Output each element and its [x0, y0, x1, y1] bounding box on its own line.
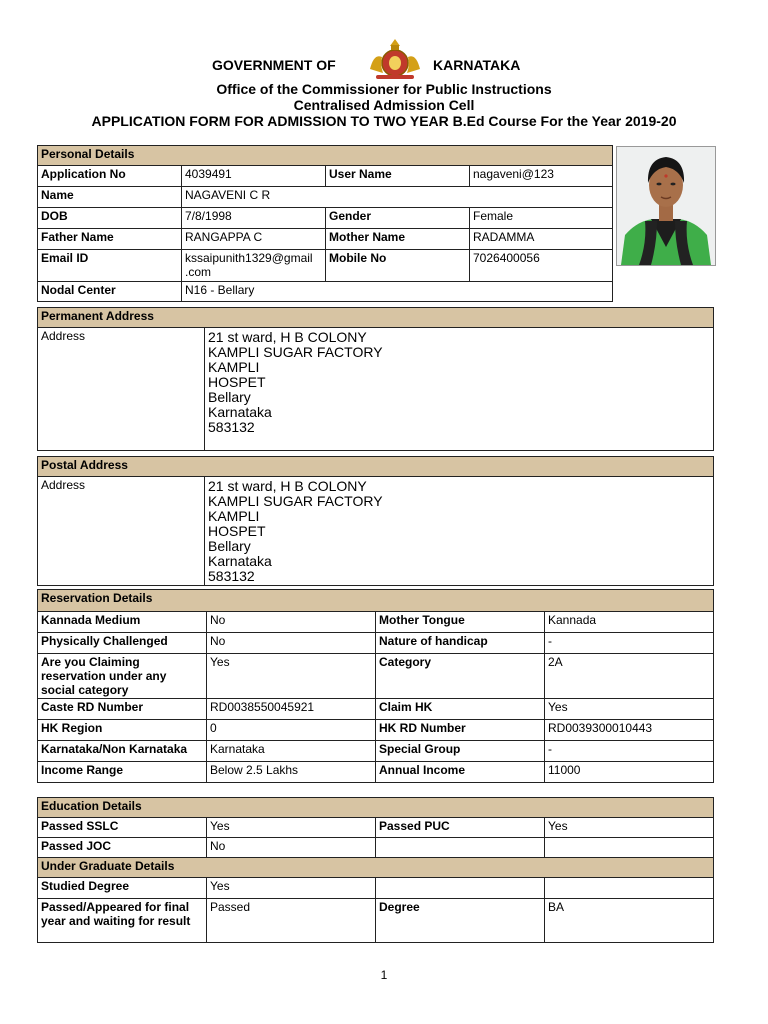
name-label: Name	[38, 187, 182, 208]
nodal-center-value: N16 - Bellary	[182, 282, 613, 302]
claim-hk-label: Claim HK	[376, 699, 545, 720]
empty-value-cell	[545, 878, 714, 899]
income-range-label: Income Range	[38, 762, 207, 783]
education-details-table	[37, 797, 714, 943]
postal-address-label: Address	[38, 477, 205, 586]
income-range-value: Below 2.5 Lakhs	[207, 762, 376, 783]
annual-income-value: 11000	[545, 762, 714, 783]
passed-joc-label: Passed JOC	[38, 838, 207, 858]
caste-rd-number-label: Caste RD Number	[38, 699, 207, 720]
passed-appeared-final-year-value: Passed	[207, 899, 376, 943]
postal-address-line: KAMPLI	[208, 508, 260, 524]
hk-rd-number-label: HK RD Number	[376, 720, 545, 741]
email-value	[182, 250, 326, 282]
hk-region-label: HK Region	[38, 720, 207, 741]
section-personal-details: Personal Details	[38, 146, 613, 166]
father-name-label: Father Name	[38, 229, 182, 250]
passed-sslc-value: Yes	[207, 818, 376, 838]
postal-address-line: KAMPLI SUGAR FACTORY	[208, 493, 383, 509]
empty-value-cell	[545, 838, 714, 858]
claiming-reservation-label: Are you Claiming reservation under any social category	[38, 654, 207, 699]
special-group-value: -	[545, 741, 714, 762]
application-no-value: 4039491	[182, 166, 326, 187]
permanent-address-line: 21 st ward, H B COLONY	[208, 329, 367, 345]
empty-label-cell	[376, 878, 545, 899]
nodal-center-label: Nodal Center	[38, 282, 182, 302]
caste-rd-number-value: RD0038550045921	[207, 699, 376, 720]
degree-label: Degree	[376, 899, 545, 943]
postal-address-table	[37, 456, 714, 586]
mother-tongue-label: Mother Tongue	[376, 612, 545, 633]
applicant-photo	[616, 146, 716, 266]
passed-puc-label: Passed PUC	[376, 818, 545, 838]
email-line-1: kssaipunith1329@gmail	[185, 251, 313, 265]
mother-name-value: RADAMMA	[470, 229, 613, 250]
permanent-address-line: KAMPLI	[208, 359, 260, 375]
header-karnataka: KARNATAKA	[433, 57, 521, 73]
postal-address-value	[205, 477, 714, 586]
physically-challenged-label: Physically Challenged	[38, 633, 207, 654]
section-postal-address: Postal Address	[38, 457, 714, 477]
dob-value: 7/8/1998	[182, 208, 326, 229]
claiming-reservation-value: Yes	[207, 654, 376, 699]
permanent-address-line: Karnataka	[208, 404, 272, 420]
postal-address-line: Karnataka	[208, 553, 272, 569]
application-no-label: Application No	[38, 166, 182, 187]
postal-address-line: 21 st ward, H B COLONY	[208, 478, 367, 494]
email-line-2: .com	[185, 265, 212, 279]
personal-details-table	[37, 145, 613, 302]
special-group-label: Special Group	[376, 741, 545, 762]
category-value: 2A	[545, 654, 714, 699]
name-value: NAGAVENI C R	[182, 187, 613, 208]
degree-value: BA	[545, 899, 714, 943]
kannada-medium-label: Kannada Medium	[38, 612, 207, 633]
mobile-value: 7026400056	[470, 250, 613, 282]
page-number: 1	[380, 968, 388, 982]
claim-hk-value: Yes	[545, 699, 714, 720]
section-permanent-address: Permanent Address	[38, 308, 714, 328]
passed-puc-value: Yes	[545, 818, 714, 838]
empty-label-cell	[376, 838, 545, 858]
user-name-value: nagaveni@123	[470, 166, 613, 187]
permanent-address-line: HOSPET	[208, 374, 266, 390]
mother-name-label: Mother Name	[326, 229, 470, 250]
section-under-graduate-details: Under Graduate Details	[38, 858, 714, 878]
postal-address-line: HOSPET	[208, 523, 266, 539]
section-reservation-details: Reservation Details	[38, 590, 714, 612]
studied-degree-label: Studied Degree	[38, 878, 207, 899]
passed-sslc-label: Passed SSLC	[38, 818, 207, 838]
gender-value: Female	[470, 208, 613, 229]
father-name-value: RANGAPPA C	[182, 229, 326, 250]
permanent-address-table	[37, 307, 714, 451]
applicant-portrait-image	[617, 147, 715, 265]
dob-label: DOB	[38, 208, 182, 229]
passed-joc-value: No	[207, 838, 376, 858]
permanent-address-line: KAMPLI SUGAR FACTORY	[208, 344, 383, 360]
permanent-address-value	[205, 328, 714, 451]
category-label: Category	[376, 654, 545, 699]
mobile-label: Mobile No	[326, 250, 470, 282]
passed-appeared-final-year-label: Passed/Appeared for final year and waiting for result	[38, 899, 207, 943]
reservation-details-table	[37, 589, 714, 783]
annual-income-label: Annual Income	[376, 762, 545, 783]
studied-degree-value: Yes	[207, 878, 376, 899]
section-education-details: Education Details	[38, 798, 714, 818]
postal-address-line: Bellary	[208, 538, 251, 554]
permanent-address-label: Address	[38, 328, 205, 451]
user-name-label: User Name	[326, 166, 470, 187]
hk-rd-number-value: RD0039300010443	[545, 720, 714, 741]
nature-of-handicap-value: -	[545, 633, 714, 654]
office-title: Office of the Commissioner for Public Instructions	[216, 81, 552, 97]
nature-of-handicap-label: Nature of handicap	[376, 633, 545, 654]
mother-tongue-value: Kannada	[545, 612, 714, 633]
email-label: Email ID	[38, 250, 182, 282]
karnataka-emblem-icon	[366, 35, 424, 81]
hk-region-value: 0	[207, 720, 376, 741]
kannada-medium-value: No	[207, 612, 376, 633]
physically-challenged-value: No	[207, 633, 376, 654]
cell-title: Centralised Admission Cell	[293, 97, 475, 113]
karnataka-non-karnataka-label: Karnataka/Non Karnataka	[38, 741, 207, 762]
permanent-address-line: 583132	[208, 419, 255, 435]
gender-label: Gender	[326, 208, 470, 229]
postal-address-line: 583132	[208, 568, 255, 584]
form-title: APPLICATION FORM FOR ADMISSION TO TWO YEAR B.Ed Course For the Year 2019-20	[91, 113, 677, 129]
permanent-address-line: Bellary	[208, 389, 251, 405]
header-government-of: GOVERNMENT OF	[212, 57, 336, 73]
karnataka-non-karnataka-value: Karnataka	[207, 741, 376, 762]
